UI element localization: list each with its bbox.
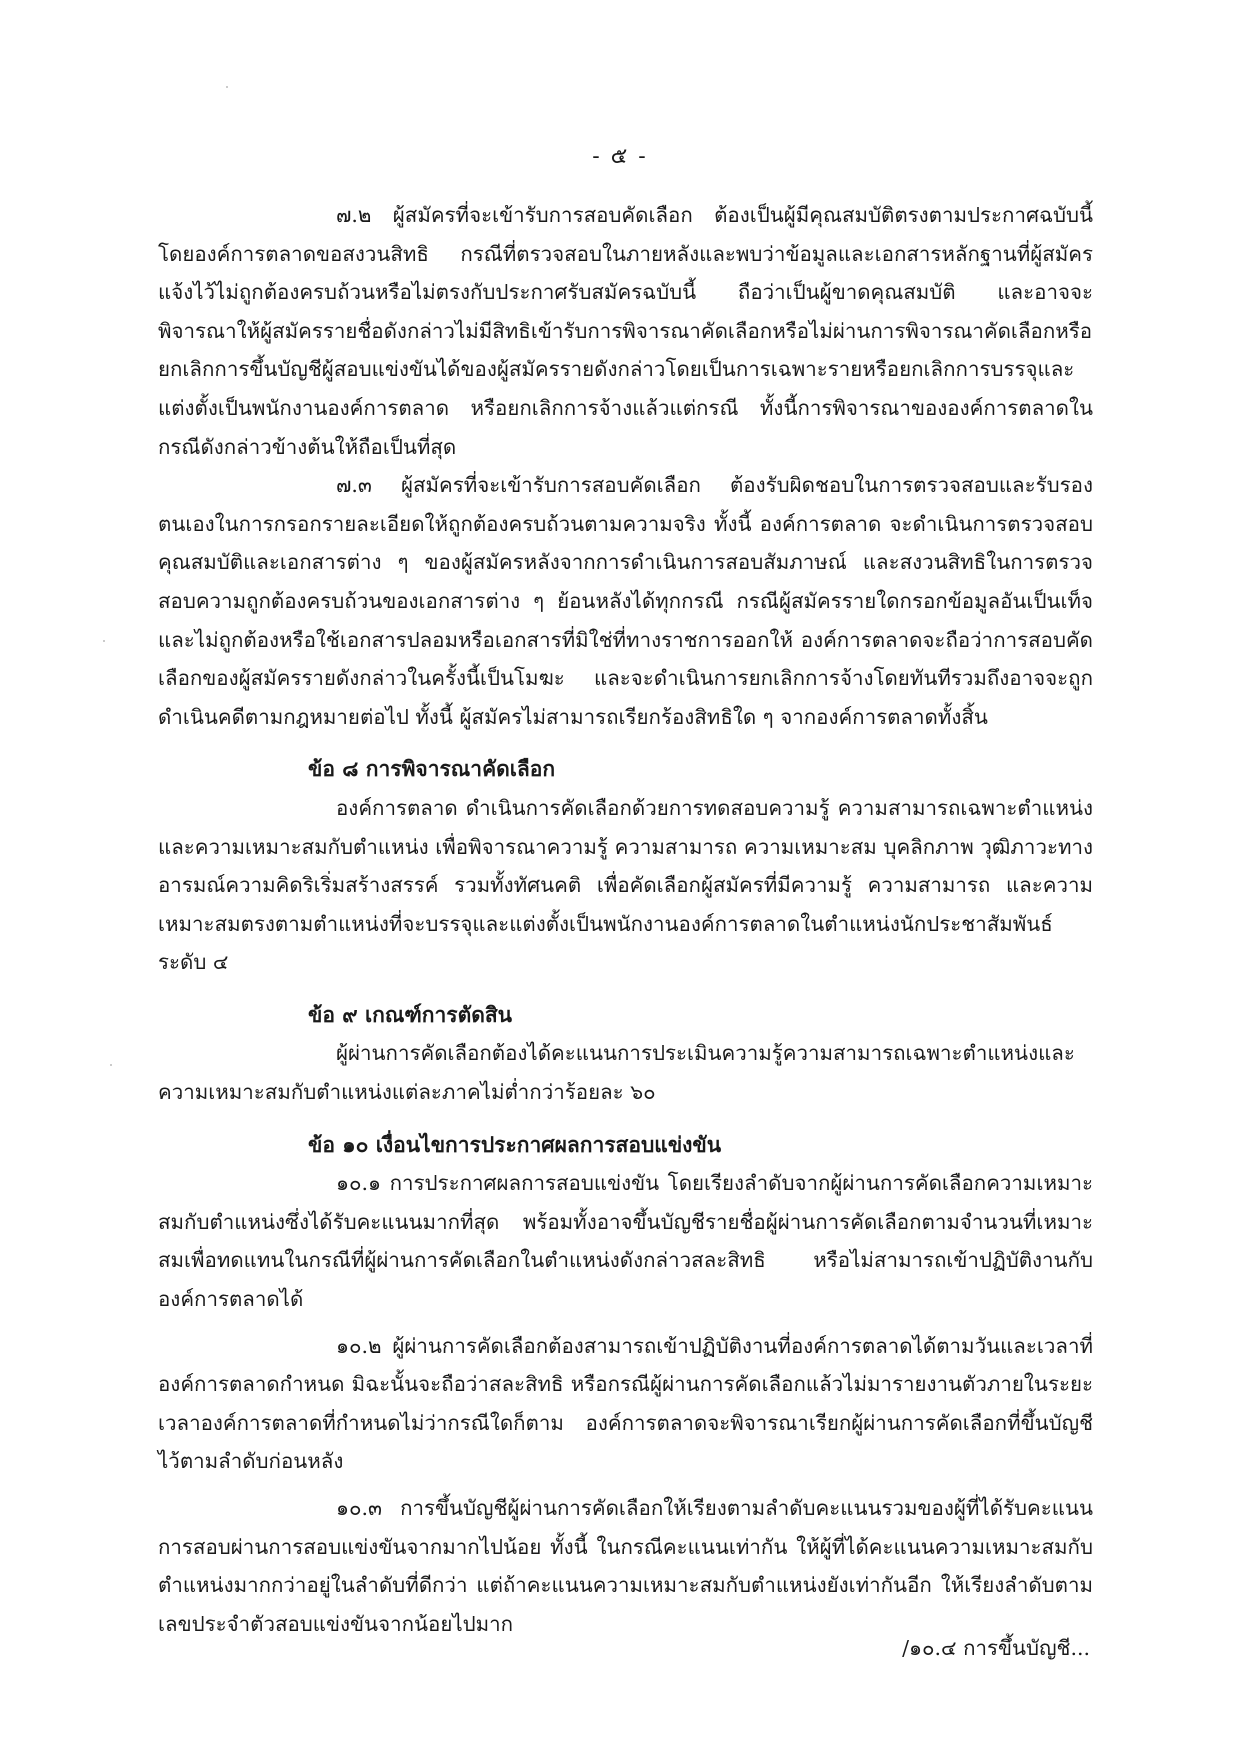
section-heading-9: ข้อ ๙ เกณฑ์การตัดสิน (308, 1001, 513, 1027)
document-body (158, 196, 1093, 1643)
paragraph-7-2 (158, 196, 1093, 466)
scan-speck (103, 640, 105, 642)
paragraph-10-1 (158, 1164, 1093, 1318)
paragraph-10-2 (158, 1327, 1093, 1481)
paragraph-8 (158, 789, 1093, 982)
continuation-reference: /๑๐.๔ การขึ้นบัญชี... (902, 1636, 1090, 1660)
paragraph-text: ๑๐.๒ ผู้ผ่านการคัดเลือกต้องสามารถเข้าปฏิบัติงานที่องค์การตลาดได้ตามวันและเวลาที่องค์การตลาดกำหนด มิฉะนั้นจะถือว่าสละสิทธิ หรือกรณีผู้ผ่านการคัดเลือกแล้วไม่มารายงานตัวภายในระยะเวลาองค์การตลาดที่กำหนดไม่ว่ากรณีใดก็ตาม องค์การตลาดจะพิจารณาเรียกผู้ผ่านการคัดเลือกที่ขึ้นบัญชีไว้ตามลำดับก่อนหลัง (158, 1333, 1093, 1474)
paragraph-text: องค์การตลาด ดำเนินการคัดเลือกด้วยการทดสอบความรู้ ความสามารถเฉพาะตำแหน่งและความเหมาะสมกับตำแหน่ง เพื่อพิจารณาความรู้ ความสามารถ ความเหมาะสม บุคลิกภาพ วุฒิภาวะทางอารมณ์ความคิดริเริ่มสร้างสรรค์ รวมทั้งทัศนคติ เพื่อคัดเลือกผู้สมัครที่มีความรู้ ความสามารถ และความเหมาะสมตรงตามตำแหน่งที่จะบรรจุและแต่งตั้งเป็นพนักงานองค์การตลาดในตำแหน่งนักประชาสัมพันธ์ ระดับ ๔ (158, 795, 1093, 975)
scan-speck (110, 1064, 112, 1066)
paragraph-text: ๗.๒ ผู้สมัครที่จะเข้ารับการสอบคัดเลือก ต้องเป็นผู้มีคุณสมบัติตรงตามประกาศฉบับนี้ โดยองค์การตลาดขอสงวนสิทธิ กรณีที่ตรวจสอบในภายหลังและพบว่าข้อมูลและเอกสารหลักฐานที่ผู้สมัครแจ้งไว้ไม่ถูกต้องครบถ้วนหรือไม่ตรงกับประกาศรับสมัครฉบับนี้ ถือว่าเป็นผู้ขาดคุณสมบัติ และอาจจะพิจารณาให้ผู้สมัครรายชื่อดังกล่าวไม่มีสิทธิเข้ารับการพิจารณาคัดเลือกหรือไม่ผ่านการพิจารณาคัดเลือกหรือยกเลิกการขึ้นบัญชีผู้สอบแข่งขันได้ของผู้สมัครรายดังกล่าวโดยเป็นการเฉพาะรายหรือยกเลิกการบรรจุและแต่งตั้งเป็นพนักงานองค์การตลาด หรือยกเลิกการจ้างแล้วแต่กรณี ทั้งนี้การพิจารณาขององค์การตลาดในกรณีดังกล่าวข้างต้นให้ถือเป็นที่สุด (158, 203, 1093, 459)
paragraph-text: ๑๐.๑ การประกาศผลการสอบแข่งขัน โดยเรียงลำดับจากผู้ผ่านการคัดเลือกความเหมาะสมกับตำแหน่งซึ่งได้รับคะแนนมากที่สุด พร้อมทั้งอาจขึ้นบัญชีรายชื่อผู้ผ่านการคัดเลือกตามจำนวนที่เหมาะสมเพื่อทดแทนในกรณีที่ผู้ผ่านการคัดเลือกในตำแหน่งดังกล่าวสละสิทธิ หรือไม่สามารถเข้าปฏิบัติงานกับองค์การตลาดได้ (158, 1171, 1093, 1312)
paragraph-text: ผู้ผ่านการคัดเลือกต้องได้คะแนนการประเมินความรู้ความสามารถเฉพาะตำแหน่งและความเหมาะสมกับตำแหน่งแต่ละภาคไม่ต่ำกว่าร้อยละ ๖๐ (158, 1041, 1075, 1105)
paragraph-7-3 (158, 466, 1093, 736)
section-heading-8: ข้อ ๘ การพิจารณาคัดเลือก (308, 756, 556, 782)
scan-speck (226, 86, 228, 88)
paragraph-9 (158, 1034, 1093, 1111)
paragraph-10-3 (158, 1489, 1093, 1643)
section-heading-10: ข้อ ๑๐ เงื่อนไขการประกาศผลการสอบแข่งขัน (308, 1131, 722, 1157)
paragraph-text: ๗.๓ ผู้สมัครที่จะเข้ารับการสอบคัดเลือก ต้องรับผิดชอบในการตรวจสอบและรับรองตนเองในการกรอกรายละเอียดให้ถูกต้องครบถ้วนตามความจริง ทั้งนี้ องค์การตลาด จะดำเนินการตรวจสอบคุณสมบัติและเอกสารต่าง ๆ ของผู้สมัครหลังจากการดำเนินการสอบสัมภาษณ์ และสงวนสิทธิในการตรวจสอบความถูกต้องครบถ้วนของเอกสารต่าง ๆ ย้อนหลังได้ทุกกรณี กรณีผู้สมัครรายใดกรอกข้อมูลอันเป็นเท็จและไม่ถูกต้องหรือใช้เอกสารปลอมหรือเอกสารที่มิใช่ที่ทางราชการออกให้ องค์การตลาดจะถือว่าการสอบคัดเลือกของผู้สมัครรายดังกล่าวในครั้งนี้เป็นโมฆะ และจะดำเนินการยกเลิกการจ้างโดยทันทีรวมถึงอาจจะถูกดำเนินคดีตามกฎหมายต่อไป ทั้งนี้ ผู้สมัครไม่สามารถเรียกร้องสิทธิใด ๆ จากองค์การตลาดทั้งสิ้น (158, 473, 1093, 729)
page-number: - ๕ - (592, 144, 648, 169)
paragraph-text: ๑๐.๓ การขึ้นบัญชีผู้ผ่านการคัดเลือกให้เรียงตามลำดับคะแนนรวมของผู้ที่ได้รับคะแนนการสอบผ่านการสอบแข่งขันจากมากไปน้อย ทั้งนี้ ในกรณีคะแนนเท่ากัน ให้ผู้ที่ได้คะแนนความเหมาะสมกับตำแหน่งมากกว่าอยู่ในลำดับที่ดีกว่า แต่ถ้าคะแนนความเหมาะสมกับตำแหน่งยังเท่ากันอีก ให้เรียงลำดับตามเลขประจำตัวสอบแข่งขันจากน้อยไปมาก (158, 1496, 1093, 1636)
